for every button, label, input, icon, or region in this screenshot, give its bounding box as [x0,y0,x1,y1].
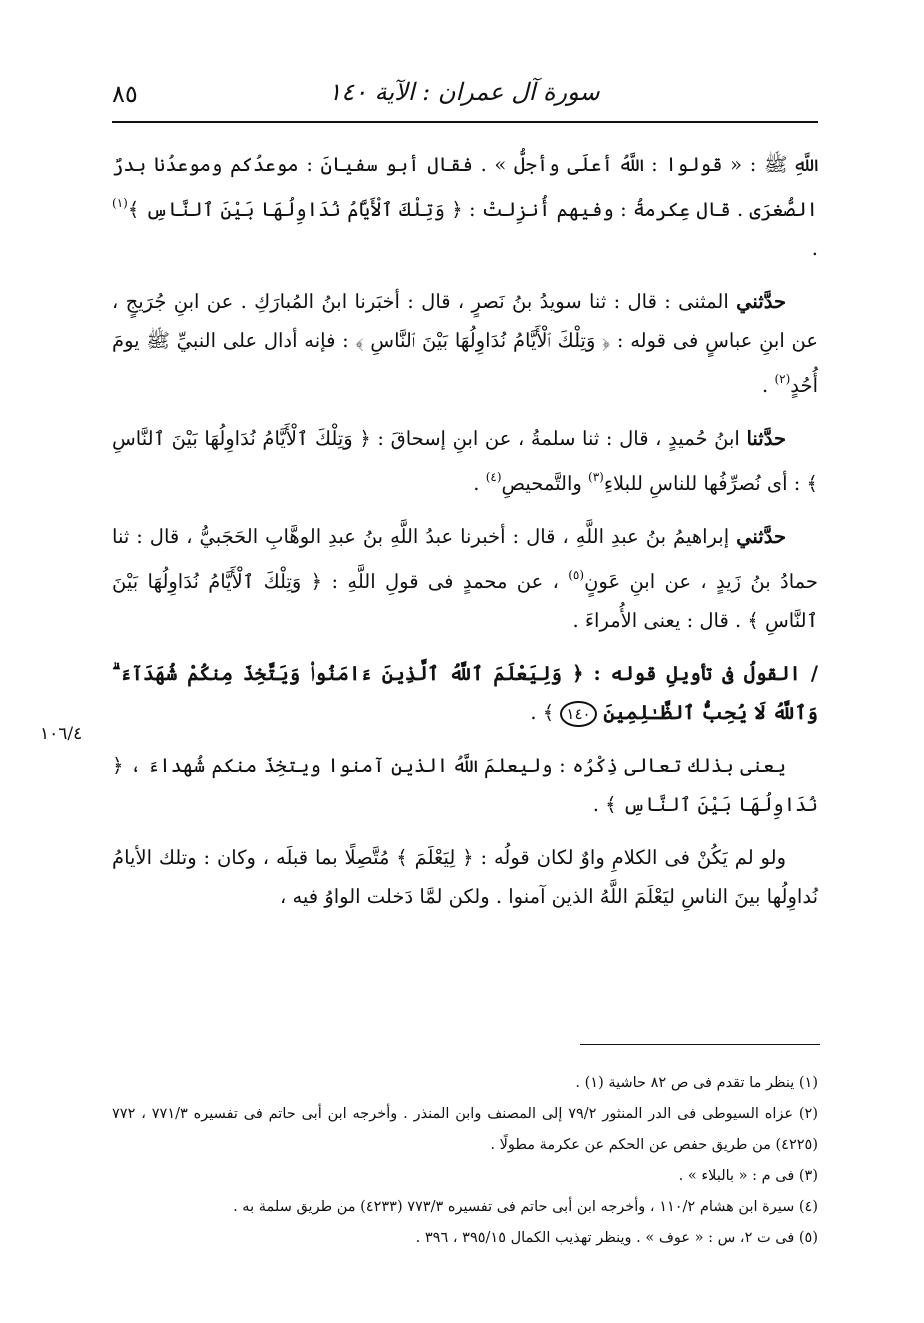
footnote-marker-4[interactable]: (٤) [485,470,502,484]
section-heading: / القولُ فى تأويلِ قوله : [593,662,818,685]
footnote-4: (٤) سيرة ابن هشام ١١٠/٢ ، وأخرجه ابن أبى حاتم فى تفسيره ٧٧٣/٣ (٤٢٣٣) من طريق سلمة به . [233,1199,818,1215]
page-number: ٨٥ [112,80,138,108]
paragraph-4-text-a: إبراهيمُ بنُ عبدِ اللَّهِ ، قال : أخبرنا عبدُ اللَّهِ بنُ عبدِ الوهَّابِ الحَجَبيُّ ، قال : ثنا حمادُ بنُ زَيدٍ ، عن ابنِ عَونٍ [112,525,818,593]
running-title: سورة آل عمران : الآية ١٤٠ [328,78,600,106]
footnote-1: (١) ينظر ما تقدم فى ص ٨٢ حاشية (١) . [575,1075,818,1091]
paragraph-4 [112,517,818,640]
footnote-marker-2[interactable]: (٢) [774,372,791,386]
isnad-lead: حدَّثني [736,525,786,548]
header-rule [112,121,818,123]
footnote-marker-5[interactable]: (٥) [568,568,585,582]
main-text [112,145,818,930]
paragraph-2: حدَّثني المثنى : قال : ثنا سويدُ بنُ نَصرٍ ، قال : أخبَرنا ابنُ المُبارَكِ . عن ابنِ جُرَيجٍ ، عن ابنِ عباسٍ فى قوله : ﴿ وَتِلْكَ ٱلْأَيَّامُ نُدَاوِلُهَا بَيْنَ ٱلنَّاسِ ﴾ : فإنه أدال على النبيِّ ﷺ يومَ أُحُدٍ$^{(٢)}$ . [112,290,818,397]
footnote-separator [580,1044,820,1045]
paragraph-4-text-b: ، عن محمدٍ فى قولِ اللَّهِ : ﴿ وَتِلْكَ ٱلْأَيَّامُ نُدَاوِلُهَا بَيْنَ ٱلنَّاسِ ﴾ . قال : يعنى الأُمراءَ . [112,570,818,632]
paragraph-1-text: اللَّهِ ﷺ : « قولوا : اللَّهُ أعلَى وأجلُّ » . فقال أبو سفيانَ : موعدُكم وموعدُنا بدرٌ الصُّغرَى . قال عِكرمةُ : وفيهم أُنزِلتْ : ﴿ وَتِلْكَ ٱلْأَيَّامُ نُدَاوِلُهَا بَيْنَ ٱلنَّاسِ ﴾ [112,153,818,221]
footnotes [112,1068,818,1254]
footnote-2: (٢) عزاه السيوطى فى الدر المنثور ٧٩/٢ إلى المصنف وابن المنذر . وأخرجه ابن أبى حاتم فى تفسيره ٧٧١/٣ ، ٧٧٢ (٤٢٢٥) من طريق حفص عن الحكم عن عكرمة مطولًا . [112,1106,818,1153]
paragraph-7: ولو لم يَكُنْ فى الكلامِ واوٌ لكان قولُه : ﴿ لِيَعْلَمَ ﴾ مُتَّصِلًا بما قبلَه ، وكان : وتلك الأيامُ نُداوِلُها بينَ الناسِ ليَعْلَمَ اللَّهُ الذين آمنوا . ولكن لمَّا دَخلت الواوُ فيه ، [112,846,818,908]
paragraph-5-verse-heading [112,654,818,732]
paragraph-6: يعنى بذلك تعالى ذِكْرُه : وليعلمَ اللَّهُ الذين آمنوا ويتخِذَ منكم شُهداءَ ، ﴿ نُدَاوِلُهَا بَيْنَ ٱلنَّاسِ ﴾ . [112,754,818,816]
paragraph-3-text-b: والتَّمحيصِ [501,472,589,495]
footnote-marker-1[interactable]: (١) [112,196,128,210]
verse-close: ﴾ . [530,701,561,724]
margin-volume-reference: ١٠٦/٤ [40,724,83,744]
isnad-lead: حدَّثني [736,290,786,313]
paragraph-1: اللَّهِ ﷺ : « قولوا : اللَّهُ أعلَى وأجلُّ » . فقال أبو سفيانَ : موعدُكم وموعدُنا بدرٌ الصُّغرَى . قال عِكرمةُ : وفيهم أُنزِلتْ : ﴿ وَتِلْكَ ٱلْأَيَّامُ نُدَاوِلُهَا بَيْنَ ٱلنَّاسِ ﴾$^{(١)}$ . [112,153,818,260]
footnote-marker-3[interactable]: (٣) [588,470,604,484]
isnad-lead: حدَّثنا [746,427,786,450]
footnote-3: (٣) فى م : « بالبلاء » . [678,1168,818,1184]
paragraph-3-text-a: ابنُ حُميدٍ ، قال : ثنا سلمةُ ، عن ابنِ إسحاقَ : ﴿ وَتِلْكَ ٱلْأَيَّامُ نُدَاوِلُهَا بَيْنَ ٱلنَّاسِ ﴾ : أى نُصرِّفُها للناسِ للبلاءِ [112,427,818,495]
ayah-number-icon: ١٤٠ [560,701,596,727]
quran-verse: ﴿ وَلِيَعْلَمَ ٱللَّهُ ٱلَّذِينَ ءَامَنُوا۟ وَيَتَّخِذَ مِنكُمْ شُهَدَآءَ ۗ وَٱللَّهُ لَا يُحِبُّ ٱلظَّـٰلِمِينَ [112,662,818,724]
paragraph-3: حدَّثنا ابنُ حُميدٍ ، قال : ثنا سلمةُ ، عن ابنِ إسحاقَ : ﴿ وَتِلْكَ ٱلْأَيَّامُ نُدَاوِلُهَا بَيْنَ ٱلنَّاسِ ﴾ : أى نُصرِّفُها للناسِ للبلاءِ$^{(٣)}$ والتَّمحيصِ$^{(٤)}$ . [112,427,818,495]
paragraph-2-text: المثنى : قال : ثنا سويدُ بنُ نَصرٍ ، قال : أخبَرنا ابنُ المُبارَكِ . عن ابنِ جُرَيجٍ ، عن ابنِ عباسٍ فى قوله : ﴿ وَتِلْكَ ٱلْأَيَّامُ نُدَاوِلُهَا بَيْنَ ٱلنَّاسِ ﴾ : فإنه أدال على النبيِّ ﷺ يومَ أُحُدٍ [112,290,818,397]
footnote-5: (٥) فى ت ٢، س : « عوف » . وينظر تهذيب الكمال ٣٩٥/١٥ ، ٣٩٦ . [415,1230,818,1246]
page-header [112,74,816,114]
